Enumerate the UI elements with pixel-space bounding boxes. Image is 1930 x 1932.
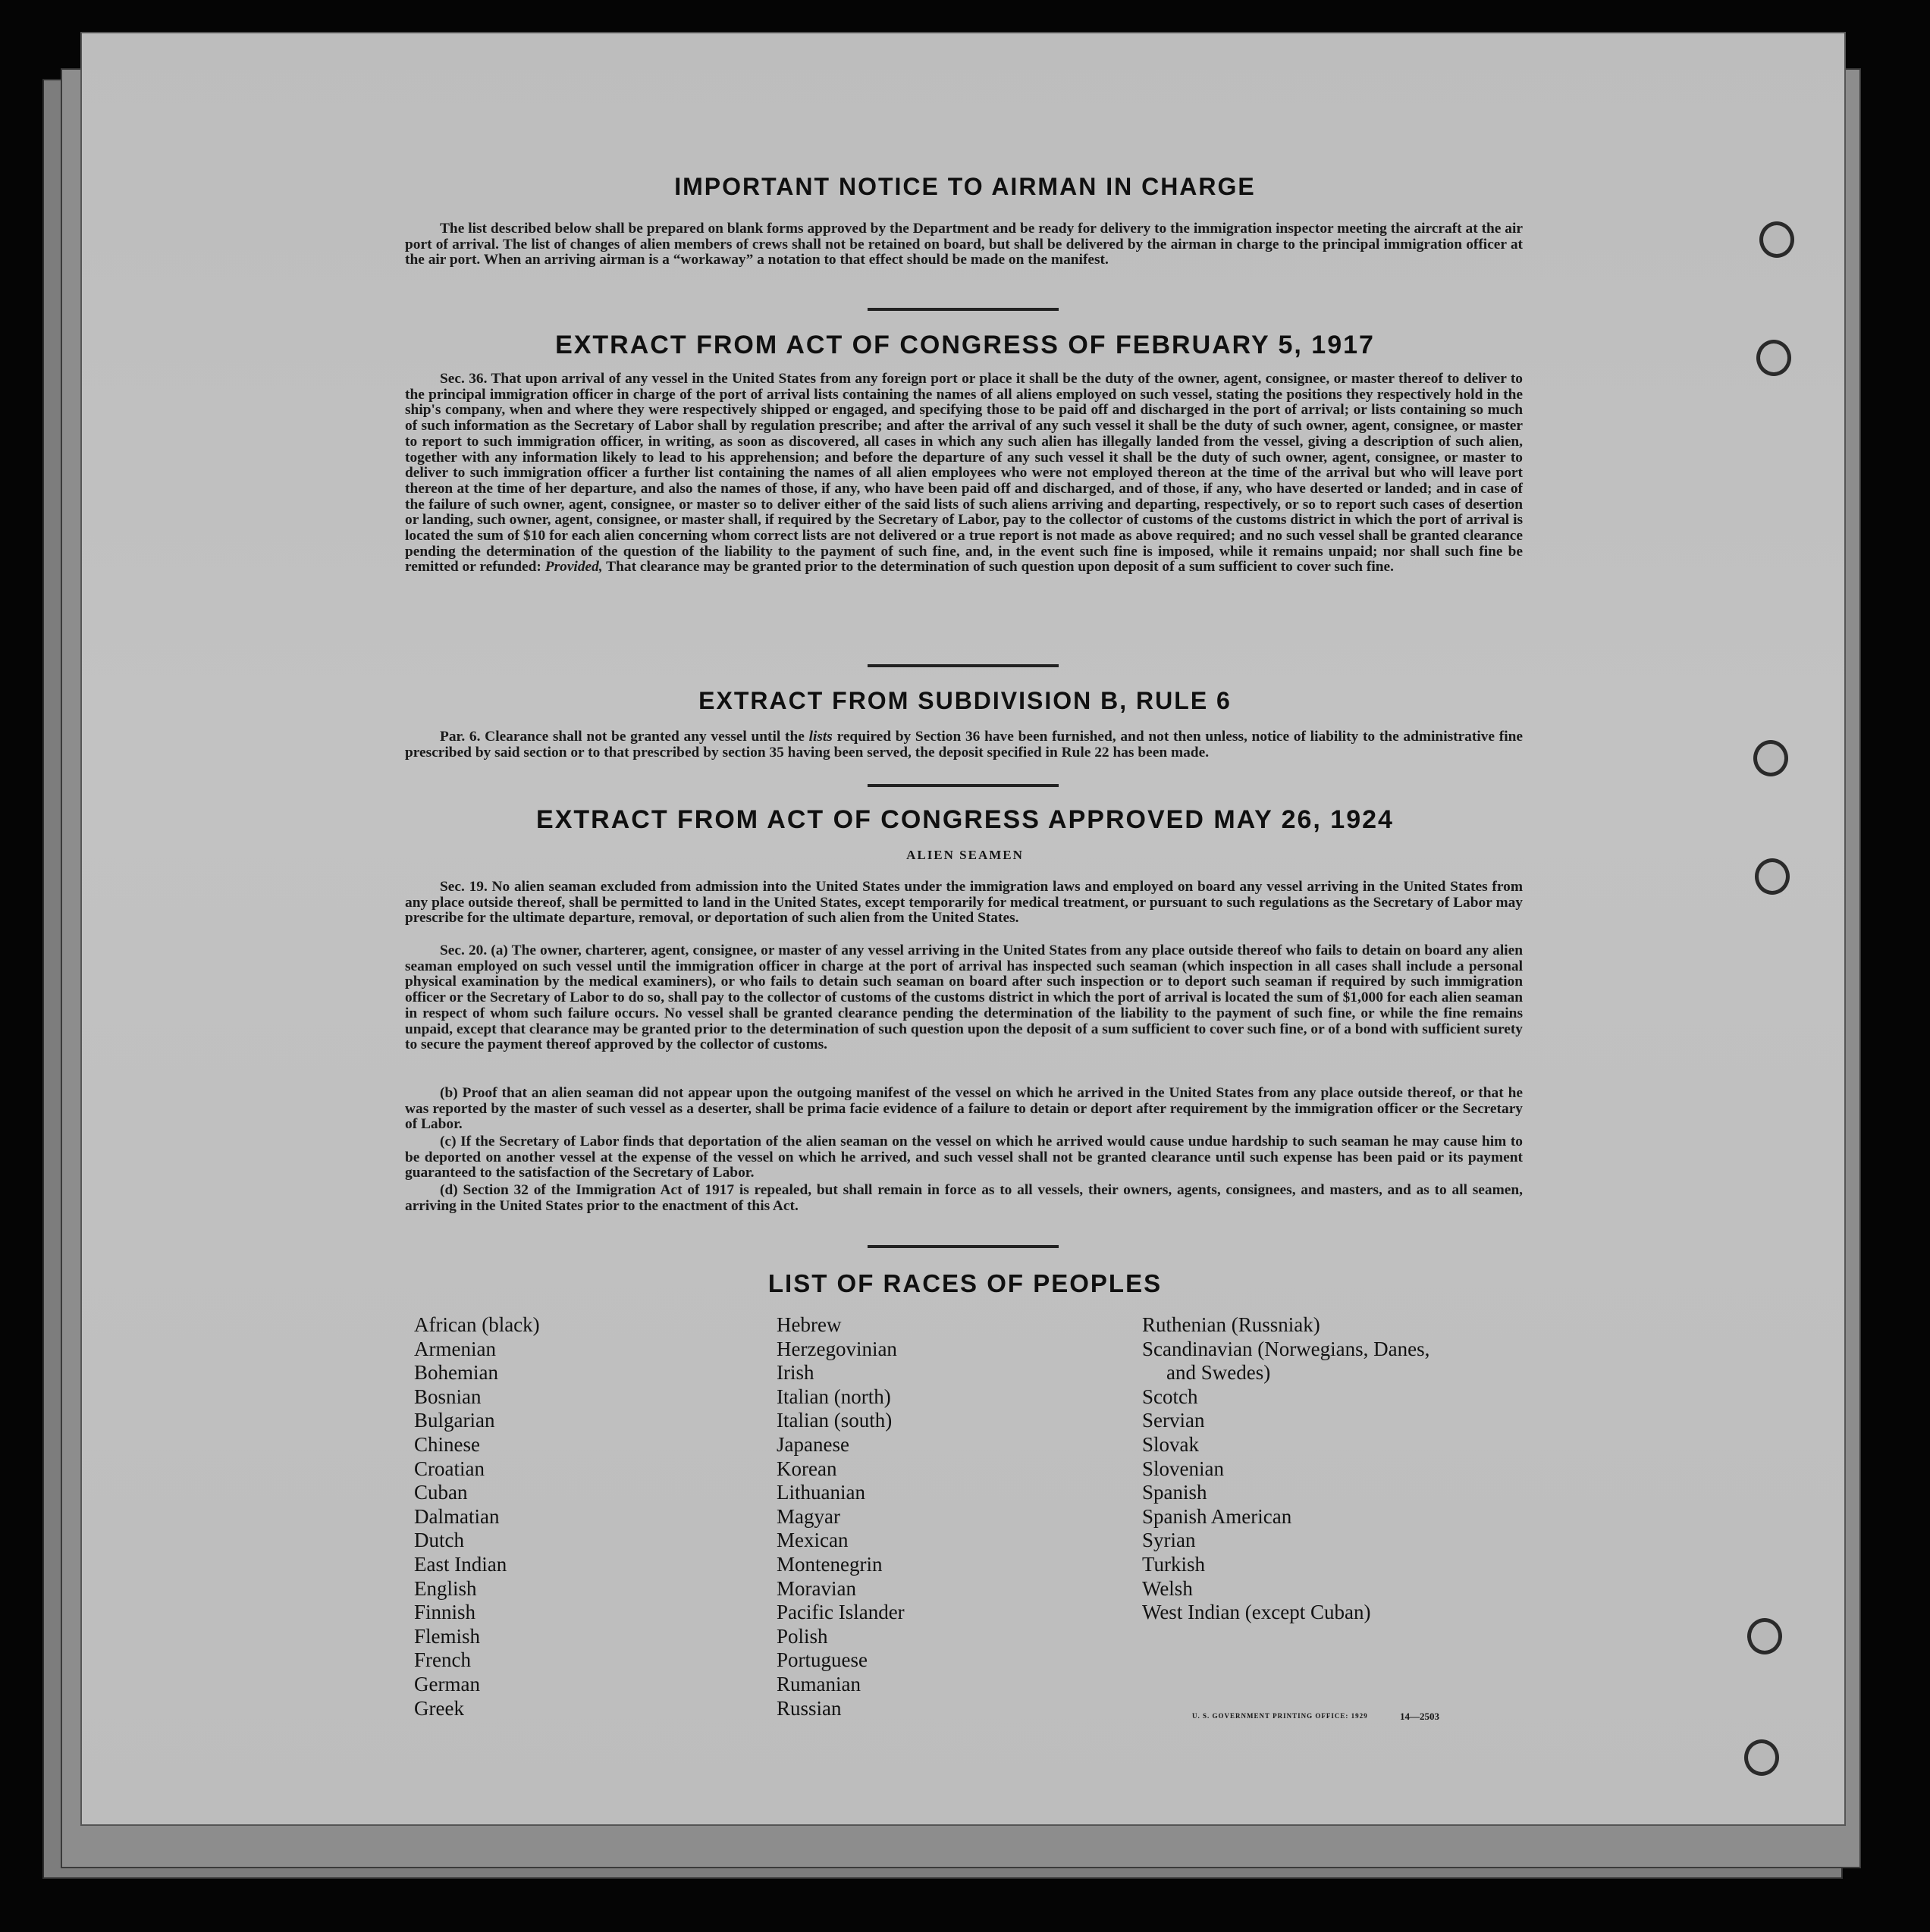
race-list-item: French <box>414 1648 471 1672</box>
act-1917-text-end: That clearance may be granted prior to the determination of such question upon deposit of a sum sufficient to cover such fine. <box>606 559 1394 576</box>
race-list-item: Cuban <box>414 1481 468 1504</box>
race-list-item: Korean <box>777 1457 837 1480</box>
document-page <box>80 32 1846 1826</box>
race-list-item: Herzegovinian <box>777 1337 897 1360</box>
divider <box>868 784 1059 787</box>
race-list-item: Scandinavian (Norwegians, Danes, <box>1142 1337 1430 1360</box>
races-title: LIST OF RACES OF PEOPLES <box>767 1269 1163 1297</box>
race-list-item: Spanish <box>1142 1481 1207 1504</box>
race-list-item: Irish <box>777 1361 814 1385</box>
rule-6-text-b: required by Section 36 have been furnished, and not then unless, notice of liability to the administrative fine prescribed by said section or to that prescribed by section 35 having been served, the deposit specified in Rule 22 has been made. <box>405 729 1523 761</box>
race-list-item: East Indian <box>414 1552 507 1576</box>
divider <box>868 1245 1059 1248</box>
rule-6-paragraph <box>405 729 1523 761</box>
race-list-item: Italian (south) <box>777 1409 893 1432</box>
race-list-item: Russian <box>777 1696 842 1720</box>
race-list-item: German <box>414 1672 480 1695</box>
sec-20c-paragraph <box>405 1134 1523 1181</box>
race-list-item: Hebrew <box>777 1313 842 1336</box>
proviso-word: Provided, <box>544 559 603 576</box>
race-list-item: Ruthenian (Russniak) <box>1142 1313 1320 1336</box>
form-code: 14—2503 <box>1400 1711 1439 1722</box>
notice-title: IMPORTANT NOTICE TO AIRMAN IN CHARGE <box>674 173 1256 200</box>
race-list-item: West Indian (except Cuban) <box>1142 1601 1371 1624</box>
race-list-item: Slovenian <box>1142 1457 1224 1480</box>
sec-20d-text: (d) Section 32 of the Immigration Act of 1917 is repealed, but shall remain in force as to all vessels, their owners, agents, consignees, and masters, and as to all seamen, arriving in the United States prior to the enactment of this Act. <box>405 1182 1523 1214</box>
race-list-item: Portuguese <box>777 1648 868 1672</box>
race-list-item: Servian <box>1142 1409 1205 1432</box>
race-list-item: Scotch <box>1142 1385 1198 1408</box>
race-list-item: Chinese <box>414 1432 480 1456</box>
race-list-item: Armenian <box>414 1337 496 1360</box>
race-list-item: Greek <box>414 1696 464 1720</box>
rule-6-title: EXTRACT FROM SUBDIVISION B, RULE 6 <box>698 687 1232 714</box>
race-list-item: Rumanian <box>777 1672 861 1695</box>
notice-paragraph <box>405 221 1523 268</box>
act-1924-title: EXTRACT FROM ACT OF CONGRESS APPROVED MAY 26, 1924 <box>536 805 1394 834</box>
race-list-item: Croatian <box>414 1457 485 1480</box>
alien-seamen-subtitle: ALIEN SEAMEN <box>906 848 1024 862</box>
sec-20a-paragraph <box>405 943 1523 1053</box>
races-column-2 <box>777 1313 905 1720</box>
sec-20d-paragraph <box>405 1183 1523 1214</box>
divider <box>868 308 1059 311</box>
race-list-item: Italian (north) <box>777 1385 891 1408</box>
race-list-item: Dalmatian <box>414 1504 500 1528</box>
race-list-item: English <box>414 1576 477 1600</box>
race-list-item: African (black) <box>414 1313 540 1336</box>
race-list-item: Bohemian <box>414 1361 498 1385</box>
race-list-item: Magyar <box>777 1504 840 1528</box>
races-column-3 <box>1142 1313 1429 1625</box>
punch-hole <box>1744 1739 1779 1776</box>
punch-hole <box>1747 1618 1782 1654</box>
lists-word: lists <box>808 729 833 745</box>
punch-hole <box>1759 221 1794 258</box>
punch-hole <box>1755 858 1790 895</box>
race-list-item: Japanese <box>777 1432 849 1456</box>
race-list-item: Slovak <box>1142 1432 1200 1456</box>
race-list-item: Syrian <box>1142 1529 1196 1552</box>
divider <box>868 664 1059 667</box>
race-list-item: and Swedes) <box>1166 1361 1271 1385</box>
act-1917-paragraph <box>405 372 1523 576</box>
sec-19-paragraph <box>405 880 1523 927</box>
sec-20b-paragraph <box>405 1086 1523 1133</box>
race-list-item: Montenegrin <box>777 1552 883 1576</box>
race-list-item: Bulgarian <box>414 1409 495 1432</box>
race-list-item: Spanish American <box>1142 1504 1292 1528</box>
rule-6-text-a: Par. 6. Clearance shall not be granted any vessel until the <box>440 729 805 745</box>
punch-hole <box>1753 740 1788 776</box>
race-list-item: Welsh <box>1142 1576 1193 1600</box>
race-list-item: Polish <box>777 1624 828 1648</box>
sec-20b-text: (b) Proof that an alien seaman did not appear upon the outgoing manifest of the vessel on which he arrived in the United States from any place outside thereof, or that he was reported by the master of such vessel as a deserter, shall be prima facie evidence of a failure to detain or deport after requirement by the immigration officer or the Secretary of Labor. <box>405 1085 1523 1133</box>
sec-19-text: Sec. 19. No alien seaman excluded from admission into the United States under the immigration laws and employed on board any vessel arriving in the United States from any place outside thereof, shall be permitted to land in the United States, except temporarily for medical treatment, or pursuant to such regulations as the Secretary of Labor may prescribe for the ultimate departure, removal, or deportation of such alien from the United States. <box>405 879 1523 927</box>
race-list-item: Turkish <box>1142 1552 1206 1576</box>
race-list-item: Dutch <box>414 1529 464 1552</box>
act-1917-title: EXTRACT FROM ACT OF CONGRESS OF FEBRUARY 5, 1917 <box>555 331 1375 359</box>
printer-imprint: U. S. GOVERNMENT PRINTING OFFICE: 1929 <box>1192 1712 1368 1720</box>
race-list-item: Pacific Islander <box>777 1601 905 1624</box>
notice-text: The list described below shall be prepared on blank forms approved by the Department and be ready for delivery to the immigration inspector meeting the aircraft at the air port of arrival. The list of changes of alien members of crews shall not be retained on board, but shall be delivered by the airman in charge to the principal immigration officer at the air port. When an arriving airman is a “workaway” a notation to that effect should be made on the manifest. <box>405 221 1523 268</box>
sec-20c-text: (c) If the Secretary of Labor finds that deportation of the alien seaman on the vessel on which he arrived would cause undue hardship to such seaman he may cause him to be deported on another vessel at the expense of the vessel on which he arrived, and such vessel shall not be granted clearance until such expense has been paid or its payment guaranteed to the satisfaction of the Secretary of Labor. <box>405 1134 1523 1181</box>
race-list-item: Bosnian <box>414 1385 482 1408</box>
race-list-item: Lithuanian <box>777 1481 865 1504</box>
race-list-item: Moravian <box>777 1576 856 1600</box>
sec-20a-text: Sec. 20. (a) The owner, charterer, agent, consignee, or master of any vessel arriving in the United States from any place outside thereof who fails to detain on board any alien seaman employed on such vessel until the immigration officer in charge at the port of arrival has inspected such seaman (which inspection in all cases shall include a personal physical examination by the medical examiners), or who fails to detain such seaman on board after such inspection or to deport such seaman if required by such immigration officer or the Secretary of Labor to do so, shall pay to the collector of customs of the customs district in which the port of arrival is located the sum of $1,000 for each alien seaman in respect of whom such failure occurs. No vessel shall be granted clearance pending the determination of the liability to the payment of such fine, or while the fine remains unpaid, except that clearance may be granted prior to the determination of such question upon the deposit of a sum sufficient to cover such fine, or of a bond with sufficient surety to secure the payment thereof approved by the collector of customs. <box>405 942 1523 1053</box>
races-column-1 <box>414 1313 540 1720</box>
race-list-item: Flemish <box>414 1624 481 1648</box>
race-list-item: Finnish <box>414 1601 476 1624</box>
race-list-item: Mexican <box>777 1529 849 1552</box>
act-1917-text: Sec. 36. That upon arrival of any vessel in the United States from any foreign port or place it shall be the duty of the owner, agent, consignee, or master thereof to deliver to the principal immigration officer in charge of the port of arrival lists containing the names of all aliens employed on such vessel, stating the positions they respectively hold in the ship's company, when and where they were respectively shipped or engaged, and specifying those to be paid off and discharged in the port of arrival; or lists containing so much of such information as the Secretary of Labor shall by regulation prescribe; and after the arrival of any such vessel it shall be the duty of such owner, agent, consignee, or master to report to such immigration officer, in writing, as soon as discovered, all cases in which any such alien has illegally landed from the vessel, giving a description of such alien, together with any information likely to lead to his apprehension; and before the departure of any such vessel it shall be the duty of such owner, agent, consignee, or master to deliver to such immigration officer a further list containing the names of all alien employees who were not employed thereon at the time of the arrival but who will leave port thereon at the time of her departure, and also the names of those, if any, who have been paid off and discharged, and of those, if any, who have deserted or landed; and in case of the failure of such owner, agent, consignee, or master so to deliver either of the said lists of such aliens arriving and departing, respectively, or so to report such cases of desertion or landing, such owner, agent, consignee, or master shall, if required by the Secretary of Labor, pay to the collector of customs of the customs district in which the port of arrival is located the sum of $10 for each alien concerning whom correct lists are not delivered or a true report is not made as above required; and no such vessel shall be granted clearance pending the determination of the question of the liability to the payment of such fine, and, in the event such fine is imposed, while it remains unpaid; nor shall such fine be remitted or refunded: <box>405 371 1523 576</box>
